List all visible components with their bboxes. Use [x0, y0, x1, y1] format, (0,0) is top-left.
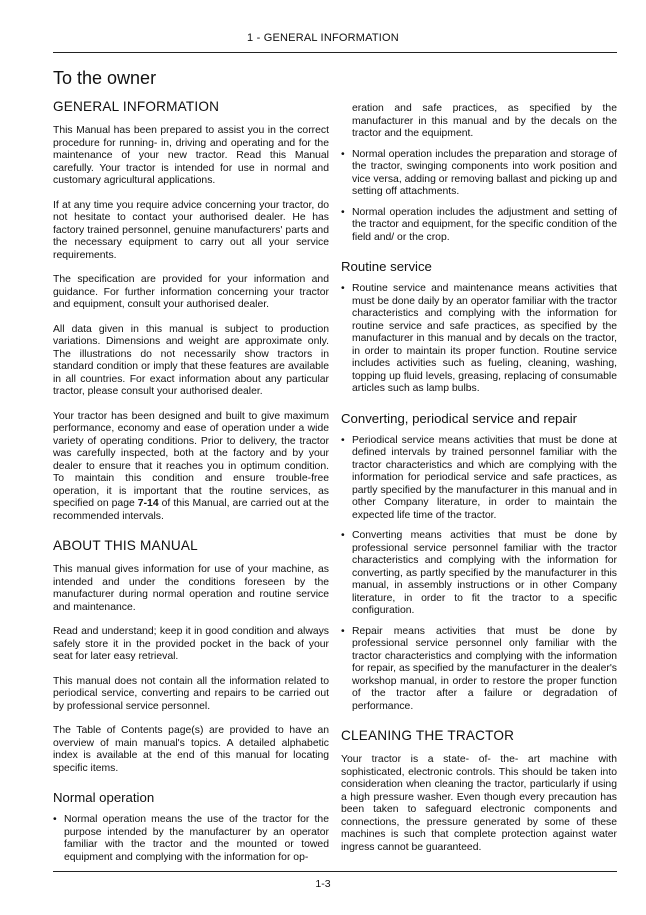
- about-paragraph: The Table of Contents page(s) are provided to have an overview of main manual's topics. A detailed alphabetic index is available at the end of this manual for locating specific items.: [53, 725, 329, 774]
- list-item: • Periodical service means activities that must be done at defined intervals by trained personnel familiar with the tractor characteristics and which are complying with the information for periodical service and safe practices, as partly specified by the manufacturer in this manual and in other Company literature, in order to maintain the expected life time of the tractor.: [341, 435, 617, 523]
- list-item: • Converting means activities that must be done by professional service personnel familiar with the tractor characteristics and complying with the information for converting, as partly specified by the manufacturer in this manual, in assembly instructions or in other Company literature, in order to fit the tractor to a specific configuration.: [341, 530, 617, 618]
- normal-operation-heading: Normal operation: [53, 790, 155, 805]
- converting-heading: Converting, periodical service and repair: [341, 410, 578, 426]
- about-manual-heading: ABOUT THIS MANUAL: [53, 538, 198, 553]
- header-rule: [53, 52, 617, 53]
- left-column: [53, 98, 329, 872]
- general-paragraph: All data given in this manual is subject to production variations. Dimensions and weight are approximate only. The illustrations do not necessarily show tractors in standard condition or imply that these features are available in all countries. For exact information about any particular tractor, please consult your authorised dealer.: [53, 323, 329, 397]
- about-paragraph: This manual does not contain all the information related to periodical service, converting and repairs to be carried out by professional service personnel.: [53, 675, 329, 712]
- list-item: • Repair means activities that must be done by professional service personnel only familiar with the tractor characteristics and complying with the information for repair, as specified by the manufacturer in the dealer's workshop manual, in order to restore the proper function of the tractor after a failure or degradation of performance.: [341, 626, 617, 714]
- page-reference-link[interactable]: 7-14: [137, 498, 159, 509]
- normal-operation-list-continued: [341, 149, 617, 245]
- general-information-heading: GENERAL INFORMATION: [53, 99, 220, 114]
- converting-list: [341, 435, 617, 714]
- list-item: • Normal operation includes the adjustment and setting of the tractor and equipment, for the specific condition of the field and/ or the crop.: [341, 207, 617, 245]
- page-number: 1-3: [315, 878, 331, 890]
- about-paragraph: Read and understand; keep it in good condition and always safely store it in the provided pocket in the back of your seat for later easy retrieval.: [53, 626, 329, 662]
- page-header: 1 - GENERAL INFORMATION: [247, 32, 399, 44]
- maintenance-text: Your tractor has been designed and built to give maximum performance, economy and ease of operation under a wide variety of operating conditions. Prior to delivery, the tractor was carefully inspected, both at the factory and by your dealer to ensure that it reaches you in optimum condition. To maintain this condition and ensure trouble-free operation, it is important that the routine services, as specified on page: [53, 410, 329, 509]
- list-item: • Routine service and maintenance means activities that must be done daily by an operator familiar with the tractor characteristics and complying with the information for routine service and safe practices, as specified by the manufacturer in this manual and by decals on the tractor, in order to maintain its proper function. Routine service includes activities such as fueling, cleaning, washing, topping up fluid levels, greasing, replacing of consumable articles such as lamp bulbs.: [341, 283, 617, 396]
- list-item: • Normal operation includes the preparation and storage of the tractor, swinging components into work position and vice versa, adding or removing ballast and picking up and setting off attachments.: [341, 149, 617, 199]
- page-title: To the owner: [53, 68, 157, 88]
- cleaning-heading: CLEANING THE TRACTOR: [341, 728, 515, 743]
- maintenance-text-end: of this Manual, are carried out at the recommended intervals.: [53, 498, 330, 522]
- list-item: • Normal operation means the use of the tractor for the purpose intended by the manufacturer by an operator familiar with the tractor and the mounted or towed equipment and complying with the information for op-: [53, 814, 329, 864]
- routine-service-list: [341, 283, 617, 396]
- about-paragraph: This manual gives information for use of your machine, as intended and under the conditions foreseen by the manufacturer during normal operation and routine service and maintenance.: [53, 564, 329, 613]
- general-paragraph: The specification are provided for your information and guidance. For further information concerning your tractor and equipment, consult your authorised dealer.: [53, 274, 329, 310]
- normal-operation-list: [53, 814, 329, 864]
- general-paragraph: This Manual has been prepared to assist you in the correct procedure for running- in, driving and operating and for the maintenance of your new tractor. Read this Manual carefully. Your tractor is intended for use in normal and customary agricultural applications.: [53, 125, 329, 186]
- routine-service-heading: Routine service: [341, 259, 432, 274]
- general-paragraph: If at any time you require advice concerning your tractor, do not hesitate to contact your authorised dealer. He has factory trained personnel, genuine manufacturers' parts and the necessary equipment to carry out all your service requirements.: [53, 199, 329, 261]
- right-column: [341, 103, 617, 866]
- cleaning-paragraph: Your tractor is a state- of- the- art machine with sophisticated, electronic controls. This should be taken into consideration when cleaning the tractor, particularly if using a high pressure washer. Even though every precaution has been taken to safeguard electronic components and connections, the pressure generated by some of these machines is such that complete protection against water ingress cannot be guaranteed.: [341, 754, 617, 853]
- footer-rule: [53, 871, 617, 872]
- general-paragraph-maintenance: [53, 411, 329, 524]
- normal-operation-continuation: eration and safe practices, as specified by the manufacturer in this manual and by the decals on the tractor and the equipment.: [352, 103, 617, 139]
